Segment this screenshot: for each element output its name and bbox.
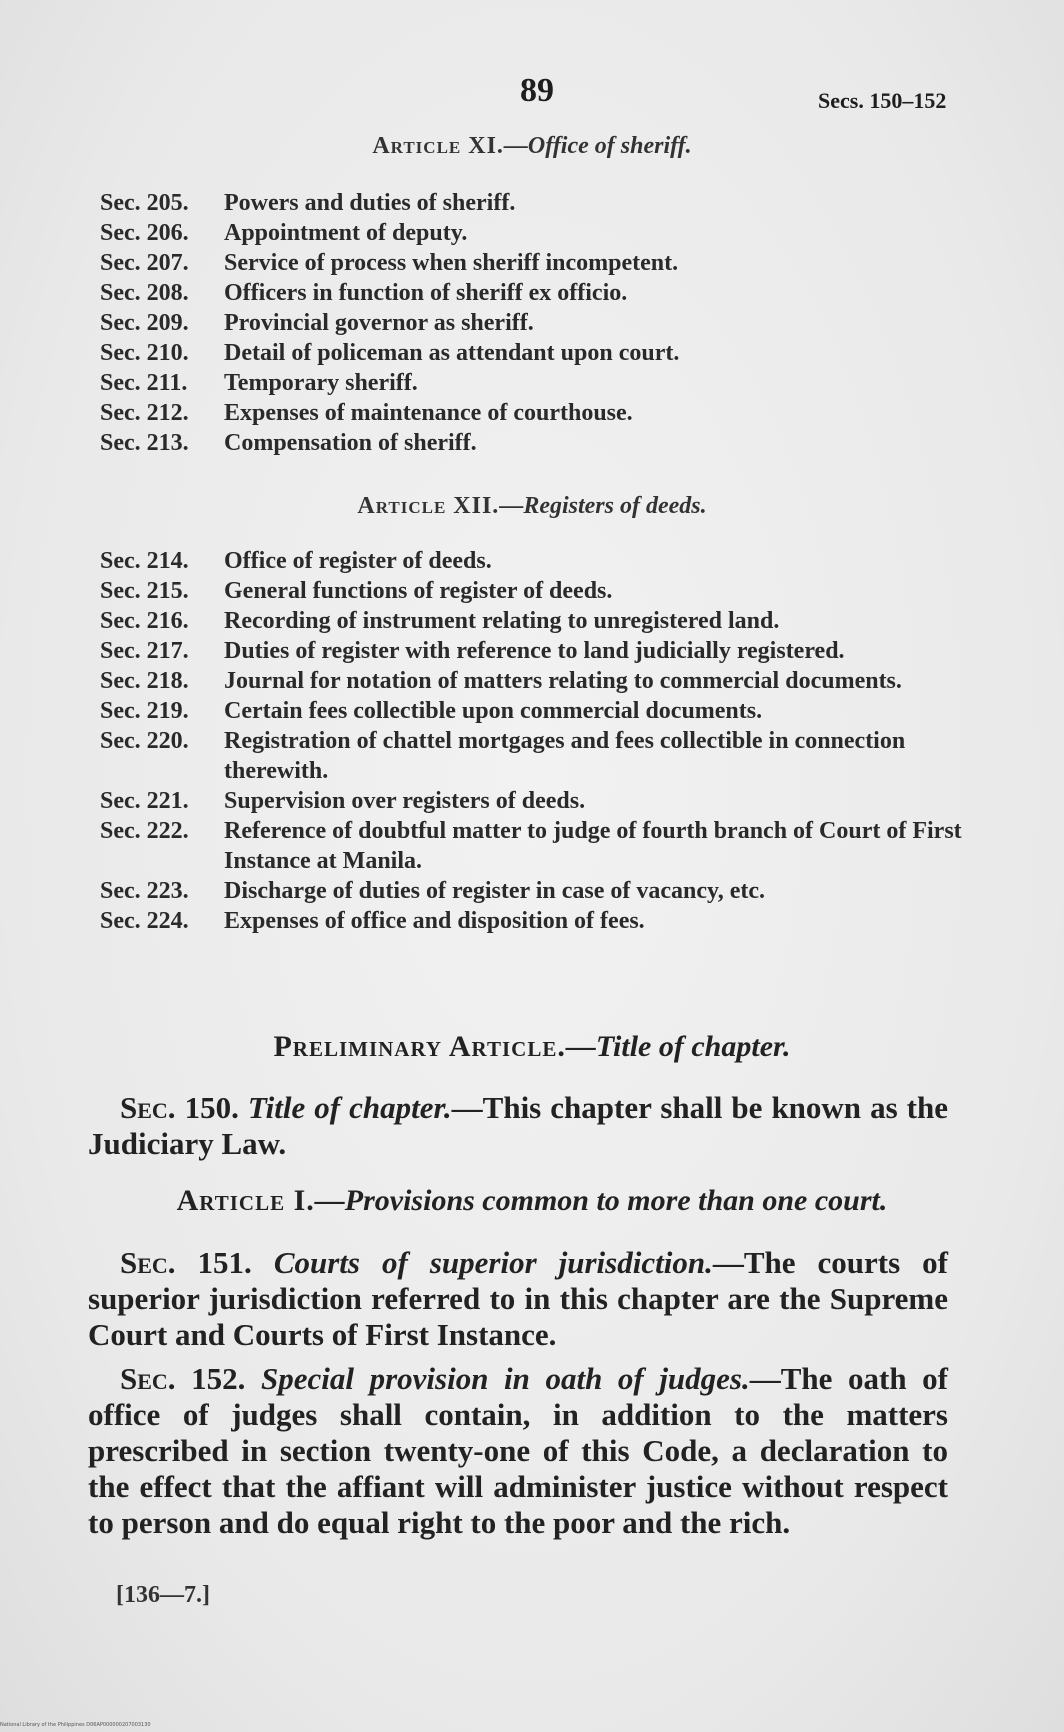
article-xi-title: —Office of sheriff. bbox=[503, 133, 692, 159]
toc-entry bbox=[100, 546, 970, 576]
toc-entry-title: Certain fees collectible upon commercial documents. bbox=[224, 698, 763, 724]
toc-entry-number: Sec. 208. bbox=[100, 280, 189, 306]
toc-entry-title: Supervision over registers of deeds. bbox=[224, 788, 586, 814]
toc-entry bbox=[100, 248, 970, 278]
article-xii-label: Article XII. bbox=[357, 493, 500, 519]
toc-entry-number: Sec. 220. bbox=[100, 728, 189, 754]
toc-entry-number: Sec. 222. bbox=[100, 818, 189, 844]
toc-entry-number: Sec. 214. bbox=[100, 548, 189, 574]
toc-entry-title: Service of process when sheriff incompetent. bbox=[224, 250, 679, 276]
toc-entry-title: Duties of register with reference to land judicially registered. bbox=[224, 638, 845, 664]
sec150-number: Sec. 150. bbox=[120, 1090, 239, 1125]
section-150 bbox=[88, 1090, 948, 1170]
toc-entry-number: Sec. 217. bbox=[100, 638, 189, 664]
preliminary-article-heading bbox=[0, 1030, 1064, 1064]
article-i-label: Article I. bbox=[176, 1184, 315, 1217]
toc-entry bbox=[100, 876, 970, 906]
toc-entry-title: Recording of instrument relating to unregistered land. bbox=[224, 608, 780, 634]
toc-entry-title: Powers and duties of sheriff. bbox=[224, 190, 516, 216]
sec151-number: Sec. 151. bbox=[120, 1245, 252, 1280]
sections-151-152 bbox=[88, 1245, 948, 1549]
toc-entry-title: Officers in function of sheriff ex officio. bbox=[224, 280, 628, 306]
toc-entry bbox=[100, 726, 970, 786]
toc-entry-title: Detail of policeman as attendant upon court. bbox=[224, 340, 680, 366]
page-number: 89 bbox=[520, 72, 554, 109]
library-footer: National Library of the Philippines D06AP000000207003130 bbox=[0, 1722, 151, 1728]
toc-entry-number: Sec. 218. bbox=[100, 668, 189, 694]
toc-entry-number: Sec. 216. bbox=[100, 608, 189, 634]
toc-entry-title: Office of register of deeds. bbox=[224, 548, 492, 574]
toc-entry bbox=[100, 696, 970, 726]
toc-entry bbox=[100, 398, 970, 428]
preliminary-title: —Title of chapter. bbox=[565, 1030, 791, 1063]
toc-entry-title: Expenses of maintenance of courthouse. bbox=[224, 400, 633, 426]
toc-entry-number: Sec. 213. bbox=[100, 430, 189, 456]
sec150-text: —This chapter shall be known as the Judiciary Law. bbox=[88, 1090, 949, 1161]
sec152-text: —The oath of office of judges shall contain, in addition to the matters prescribed in section twenty-one of this Code, a declaration to the effect that the affiant will administer justice without respect to person and do equal right to the poor and the rich. bbox=[88, 1361, 948, 1540]
article-xii-contents bbox=[100, 546, 970, 936]
toc-entry-title: Registration of chattel mortgages and fees collectible in connection therewith. bbox=[224, 728, 906, 784]
toc-entry bbox=[100, 338, 970, 368]
toc-entry-number: Sec. 206. bbox=[100, 220, 189, 246]
toc-entry bbox=[100, 666, 970, 696]
toc-entry-number: Sec. 223. bbox=[100, 878, 189, 904]
toc-entry-number: Sec. 205. bbox=[100, 190, 189, 216]
toc-entry-number: Sec. 221. bbox=[100, 788, 189, 814]
section-152 bbox=[88, 1361, 948, 1541]
article-xi-heading bbox=[0, 133, 1064, 160]
source-reference: [136—7.] bbox=[116, 1582, 210, 1608]
article-xi-contents bbox=[100, 188, 970, 458]
toc-entry-number: Sec. 219. bbox=[100, 698, 189, 724]
toc-entry-number: Sec. 210. bbox=[100, 340, 189, 366]
article-xii-heading bbox=[0, 493, 1064, 520]
toc-entry bbox=[100, 906, 970, 936]
preliminary-label: Preliminary Article. bbox=[273, 1030, 566, 1063]
toc-entry-number: Sec. 215. bbox=[100, 578, 189, 604]
toc-entry-number: Sec. 211. bbox=[100, 370, 188, 396]
toc-entry-number: Sec. 209. bbox=[100, 310, 189, 336]
sec151-title: Courts of superior jurisdiction. bbox=[273, 1245, 713, 1280]
toc-entry bbox=[100, 218, 970, 248]
toc-entry-title: General functions of register of deeds. bbox=[224, 578, 613, 604]
toc-entry-number: Sec. 224. bbox=[100, 908, 189, 934]
toc-entry bbox=[100, 368, 970, 398]
toc-entry-title: Journal for notation of matters relating to commercial documents. bbox=[224, 668, 902, 694]
article-xii-title: —Registers of deeds. bbox=[499, 493, 707, 519]
toc-entry bbox=[100, 606, 970, 636]
toc-entry bbox=[100, 278, 970, 308]
toc-entry bbox=[100, 188, 970, 218]
section-range: Secs. 150–152 bbox=[818, 88, 947, 113]
sec150-title: Title of chapter. bbox=[247, 1090, 452, 1125]
article-i-heading bbox=[0, 1184, 1064, 1218]
article-xi-label: Article XI. bbox=[372, 133, 504, 159]
toc-entry-title: Appointment of deputy. bbox=[224, 220, 468, 246]
toc-entry-number: Sec. 207. bbox=[100, 250, 189, 276]
sec152-number: Sec. 152. bbox=[120, 1361, 246, 1396]
toc-entry bbox=[100, 636, 970, 666]
sec152-title: Special provision in oath of judges. bbox=[261, 1361, 750, 1396]
article-i-title: —Provisions common to more than one court. bbox=[314, 1184, 888, 1217]
toc-entry bbox=[100, 576, 970, 606]
toc-entry-title: Provincial governor as sheriff. bbox=[224, 310, 534, 336]
toc-entry bbox=[100, 816, 970, 876]
sec151-text: —The courts of superior jurisdiction referred to in this chapter are the Supreme Court and Courts of First Instance. bbox=[88, 1245, 948, 1352]
toc-entry-title: Temporary sheriff. bbox=[224, 370, 418, 396]
toc-entry-number: Sec. 212. bbox=[100, 400, 189, 426]
toc-entry-title: Compensation of sheriff. bbox=[224, 430, 477, 456]
toc-entry bbox=[100, 428, 970, 458]
toc-entry bbox=[100, 308, 970, 338]
section-151 bbox=[88, 1245, 948, 1353]
toc-entry bbox=[100, 786, 970, 816]
toc-entry-title: Expenses of office and disposition of fees. bbox=[224, 908, 645, 934]
toc-entry-title: Discharge of duties of register in case of vacancy, etc. bbox=[224, 878, 765, 904]
toc-entry-title: Reference of doubtful matter to judge of fourth branch of Court of First Instance at Manila. bbox=[224, 818, 962, 874]
